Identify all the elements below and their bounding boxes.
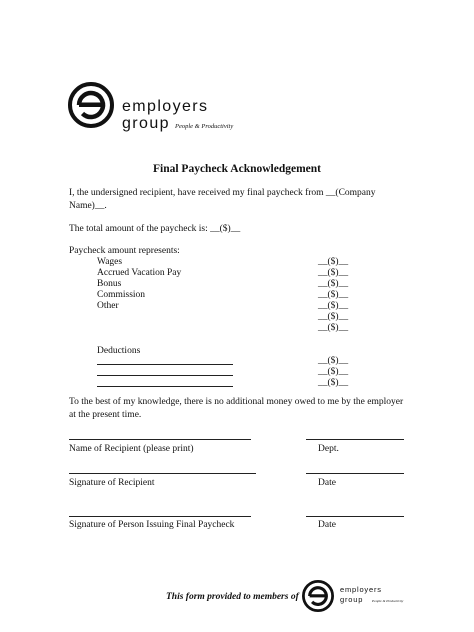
footer-logo-tagline: People & Productivity (372, 599, 404, 603)
item-amount-vacation: __($)__ (318, 268, 349, 278)
recipient-signature-label: Signature of Recipient (69, 478, 155, 488)
dept-line (306, 439, 404, 440)
item-label-bonus: Bonus (97, 279, 122, 289)
item-amount-wages: __($)__ (318, 257, 349, 267)
document-title: Final Paycheck Acknowledgement (152, 163, 322, 175)
issuer-date-line (306, 516, 404, 517)
recipient-date-line (306, 473, 404, 474)
footer-logo-word-bottom: group (340, 595, 364, 604)
recipient-signature-line (69, 473, 256, 474)
footer-logo-word-top: employers (340, 585, 382, 594)
issuer-date-label: Date (318, 520, 336, 530)
deduction-line-1 (97, 364, 233, 365)
item-amount-other: __($)__ (318, 301, 349, 311)
recipient-statement: I, the undersigned recipient, have received my final paycheck from __(Company Name)__. (69, 188, 376, 211)
item-label-other: Other (97, 301, 119, 311)
logo-word-top: employers (122, 98, 209, 115)
item-label-wages: Wages (97, 257, 123, 267)
dept-label: Dept. (318, 444, 339, 454)
logo-word-bottom: group (122, 115, 170, 132)
item-amount-commission: __($)__ (318, 290, 349, 300)
item-label-vacation: Accrued Vacation Pay (97, 268, 182, 278)
total-amount-line: The total amount of the paycheck is: __($)__ (69, 224, 241, 234)
recipient-date-label: Date (318, 478, 336, 488)
represents-label: Paycheck amount represents: (69, 246, 180, 256)
footer-text: This form provided to members of (166, 592, 299, 602)
issuer-signature-line (69, 516, 251, 517)
knowledge-statement: To the best of my knowledge, there is no additional money owed to me by the employer at the present time. (69, 397, 404, 420)
recipient-name-label: Name of Recipient (please print) (69, 444, 194, 454)
deduction-amount-1: __($)__ (318, 356, 349, 366)
recipient-name-line (69, 439, 251, 440)
deduction-amount-2: __($)__ (318, 367, 349, 377)
item-amount-bonus: __($)__ (318, 279, 349, 289)
footer-logo-icon (302, 580, 334, 612)
item-amount-extra-2: __($)__ (318, 323, 349, 333)
deduction-line-2 (97, 375, 233, 376)
item-label-commission: Commission (97, 290, 146, 300)
deductions-label: Deductions (97, 346, 141, 356)
employers-group-logo-icon (68, 82, 114, 128)
item-amount-extra-1: __($)__ (318, 312, 349, 322)
issuer-signature-label: Signature of Person Issuing Final Paycheck (69, 520, 235, 530)
deduction-amount-3: __($)__ (318, 378, 349, 388)
logo-tagline: People & Productivity (175, 123, 234, 130)
deduction-line-3 (97, 386, 233, 387)
